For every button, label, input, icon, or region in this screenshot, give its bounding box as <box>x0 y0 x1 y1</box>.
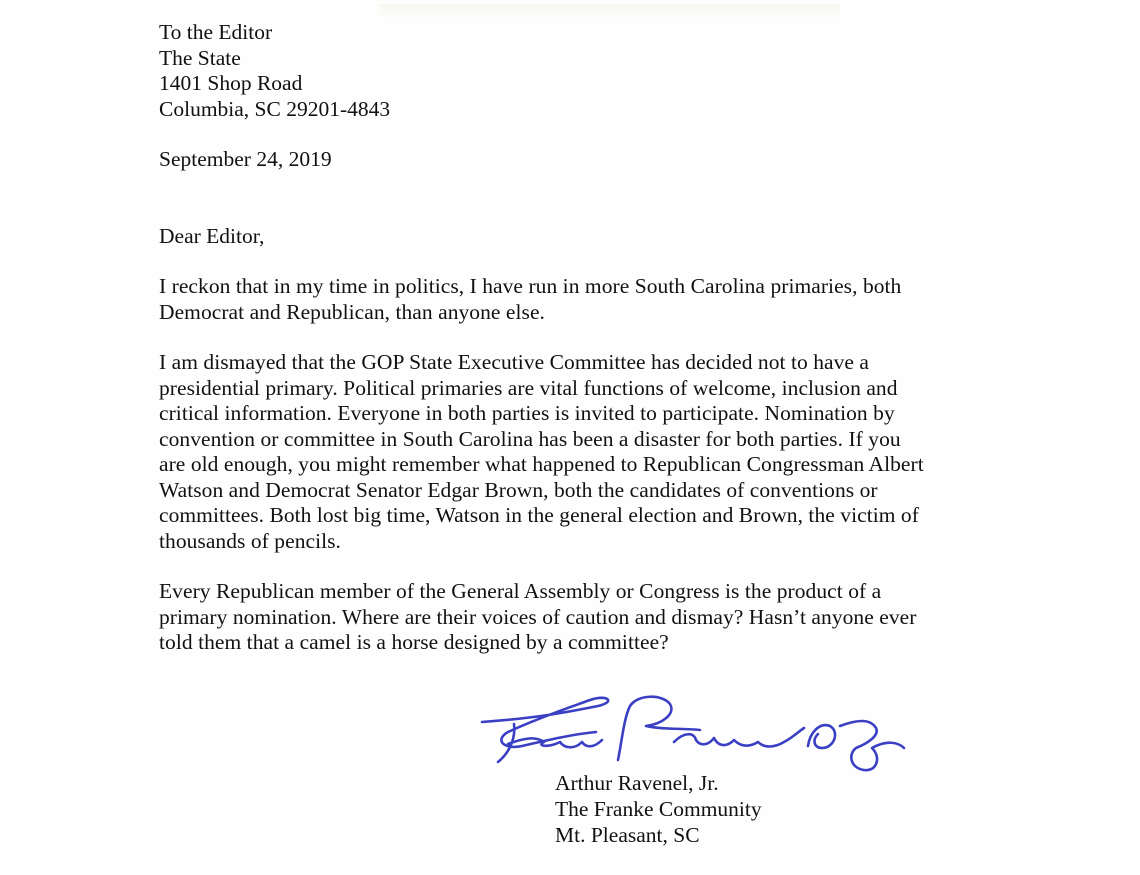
handwritten-signature <box>478 688 908 780</box>
signature-strokes <box>482 697 904 770</box>
address-line: Columbia, SC 29201-4843 <box>159 96 391 121</box>
address-line: 1401 Shop Road <box>159 71 303 95</box>
paragraph-line: are old enough, you might remember what happened to Republican Congressman Albert <box>159 452 924 476</box>
sender-location: Mt. Pleasant, SC <box>555 823 700 847</box>
paragraph-line: committees. Both lost big time, Watson in the general election and Brown, the victim of <box>159 503 919 527</box>
paragraph-line: I am dismayed that the GOP State Executive Committee has decided not to have a <box>159 350 870 374</box>
sender-name: Arthur Ravenel, Jr. <box>555 771 719 795</box>
paragraph-line: critical information. Everyone in both parties is invited to participate. Nomination by <box>159 401 895 425</box>
address-line: The State <box>159 45 241 70</box>
paragraph-line: convention or committee in South Carolina has been a disaster for both parties. If you <box>159 426 901 451</box>
paragraph-line: presidential primary. Political primaries are vital functions of welcome, inclusion and <box>159 375 898 400</box>
address-line: To the Editor <box>159 20 273 44</box>
paragraph-line: primary nomination. Where are their voices of caution and dismay? Hasn’t anyone ever <box>159 604 917 629</box>
paragraph-line: Every Republican member of the General Assembly or Congress is the product of a <box>159 579 882 603</box>
paragraph-line: told them that a camel is a horse designed by a committee? <box>159 630 669 654</box>
letter-body <box>159 20 959 656</box>
paragraph-3 <box>159 579 959 656</box>
salutation: Dear Editor, <box>159 223 265 248</box>
paragraph-line: Democrat and Republican, than anyone else. <box>159 299 545 324</box>
letter-date: September 24, 2019 <box>159 147 332 171</box>
paragraph-1 <box>159 274 959 325</box>
signature-block <box>555 770 762 848</box>
paragraph-line: I reckon that in my time in politics, I have run in more South Carolina primaries, both <box>159 274 902 298</box>
paragraph-line: Watson and Democrat Senator Edgar Brown, both the candidates of conventions or <box>159 477 878 502</box>
paragraph-line: thousands of pencils. <box>159 528 341 553</box>
scan-shading <box>380 4 840 18</box>
paragraph-2 <box>159 350 959 554</box>
recipient-address <box>159 20 959 122</box>
sender-community: The Franke Community <box>555 797 762 821</box>
